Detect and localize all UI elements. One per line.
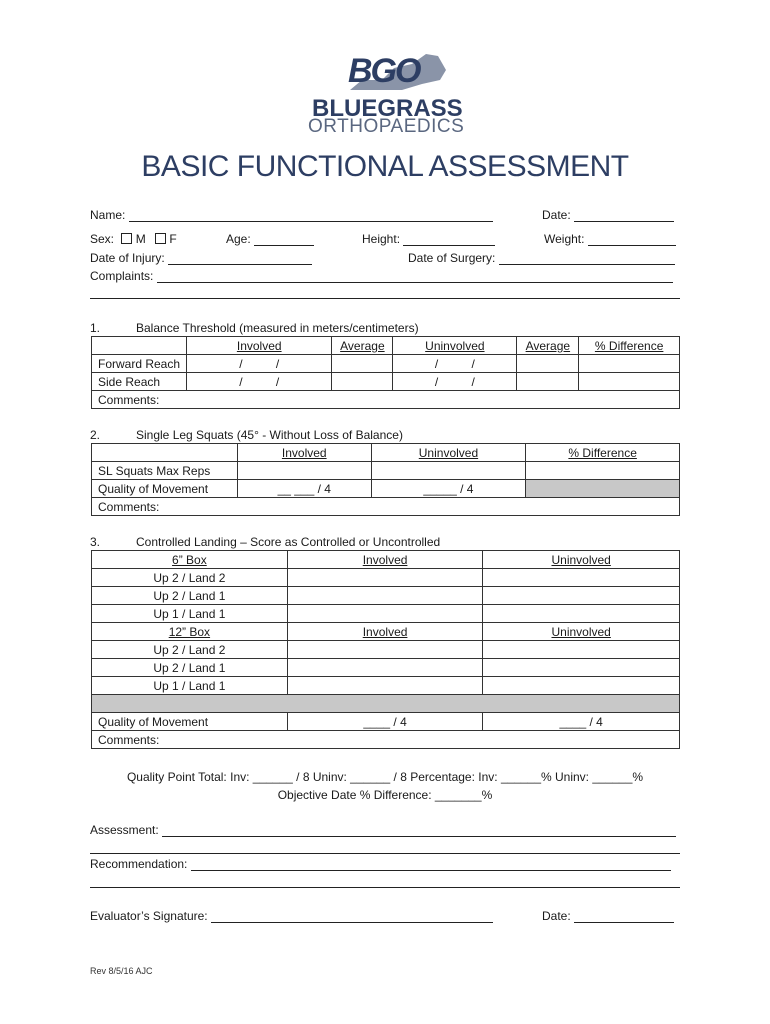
injury-date-line[interactable] <box>168 252 312 265</box>
assessment-label: Assessment: <box>90 823 159 837</box>
table-row <box>92 605 680 623</box>
row-label: Up 2 / Land 2 <box>92 641 288 659</box>
surgery-date-label: Date of Surgery: <box>408 251 496 265</box>
row-label: Up 1 / Land 1 <box>92 677 288 695</box>
row-label: Quality of Movement <box>92 480 238 498</box>
cell-involved[interactable] <box>287 677 483 695</box>
cell-uninvolved[interactable] <box>483 641 680 659</box>
injury-date-label: Date of Injury: <box>90 251 165 265</box>
weight-line[interactable] <box>588 233 676 246</box>
cell-involved[interactable] <box>287 605 483 623</box>
side-reach-avg[interactable] <box>332 373 393 391</box>
cell-involved[interactable] <box>287 659 483 677</box>
forward-reach-diff[interactable] <box>579 355 680 373</box>
cell-involved[interactable] <box>287 641 483 659</box>
box12-header: 12” Box <box>92 623 288 641</box>
col-involved: Involved <box>287 551 483 569</box>
recommendation-field[interactable] <box>90 857 671 871</box>
cell-uninvolved[interactable] <box>483 587 680 605</box>
blank-cell <box>92 444 238 462</box>
side-reach-involved[interactable]: / / <box>187 373 332 391</box>
comments-label[interactable]: Comments: <box>92 391 680 409</box>
section2-heading: Single Leg Squats (45° - Without Loss of Balance) <box>136 428 403 442</box>
section3-heading: Controlled Landing – Score as Controlled or Uncontrolled <box>136 535 441 549</box>
quality-uninvolved[interactable]: _____ / 4 <box>371 480 526 498</box>
table-row <box>92 480 680 498</box>
complaints-line-2[interactable] <box>90 298 680 299</box>
col-percent-difference: % Difference <box>579 337 680 355</box>
shaded-cell <box>526 480 680 498</box>
comments-label[interactable]: Comments: <box>92 731 680 749</box>
col-percent-difference: % Difference <box>526 444 680 462</box>
sex-m-label: M <box>135 232 146 246</box>
logo-mark-text: BGO <box>348 52 420 90</box>
col-involved: Involved <box>237 444 371 462</box>
cell-uninvolved[interactable] <box>483 677 680 695</box>
section1-number: 1. <box>90 321 101 335</box>
comments-label[interactable]: Comments: <box>92 498 680 516</box>
table-header-row <box>92 623 680 641</box>
quality-involved[interactable]: __ ___ / 4 <box>237 480 371 498</box>
logo-line2: ORTHOPAEDICS <box>308 116 465 137</box>
weight-field[interactable] <box>544 232 676 246</box>
revision-note: Rev 8/5/16 AJC <box>90 966 153 976</box>
table-row <box>92 462 680 480</box>
age-label: Age: <box>226 232 251 246</box>
comments-row[interactable] <box>92 498 680 516</box>
table-row <box>92 587 680 605</box>
row-label: Side Reach <box>92 373 187 391</box>
sex-f-label: F <box>169 232 177 246</box>
sex-m-checkbox[interactable] <box>121 233 132 244</box>
quality-uninvolved[interactable]: ____ / 4 <box>483 713 680 731</box>
name-field[interactable] <box>90 208 493 222</box>
col-involved: Involved <box>287 623 483 641</box>
forward-reach-avg-2[interactable] <box>517 355 579 373</box>
recommendation-label: Recommendation: <box>90 857 188 871</box>
row-label: Up 2 / Land 2 <box>92 569 288 587</box>
recommendation-line-2[interactable] <box>90 887 680 888</box>
height-line[interactable] <box>403 233 495 246</box>
forward-reach-involved[interactable]: / / <box>187 355 332 373</box>
row-label: Forward Reach <box>92 355 187 373</box>
blank-cell <box>92 337 187 355</box>
name-label: Name: <box>90 208 126 222</box>
col-uninvolved: Uninvolved <box>483 623 680 641</box>
sex-field <box>90 232 177 246</box>
col-average: Average <box>332 337 393 355</box>
assessment-field[interactable] <box>90 823 676 837</box>
assessment-line-2[interactable] <box>90 853 680 854</box>
table-header-row <box>92 337 680 355</box>
page-title: BASIC FUNCTIONAL ASSESSMENT <box>141 150 629 183</box>
row-label: Up 1 / Land 1 <box>92 605 288 623</box>
name-line[interactable] <box>129 209 493 222</box>
col-uninvolved: Uninvolved <box>371 444 526 462</box>
quality-point-total: Quality Point Total: Inv: ______ / 8 Uninv: ______ / 8 Percentage: Inv: ______% Uninv: ______% <box>126 770 644 784</box>
signature-field[interactable] <box>90 909 493 923</box>
col-involved: Involved <box>187 337 332 355</box>
forward-reach-uninvolved[interactable]: / / <box>393 355 517 373</box>
cell-uninvolved[interactable] <box>483 569 680 587</box>
shaded-row <box>92 695 680 713</box>
signature-label: Evaluator’s Signature: <box>90 909 208 923</box>
signature-date-field[interactable] <box>542 909 674 923</box>
section2-number: 2. <box>90 428 101 442</box>
table-row <box>92 713 680 731</box>
table-row <box>92 373 680 391</box>
side-reach-diff[interactable] <box>579 373 680 391</box>
max-reps-uninvolved[interactable] <box>371 462 526 480</box>
table-row <box>92 677 680 695</box>
table-row <box>92 355 680 373</box>
table-header-row <box>92 551 680 569</box>
row-label: Up 2 / Land 1 <box>92 587 288 605</box>
height-field[interactable] <box>362 232 495 246</box>
row-label: Up 2 / Land 1 <box>92 659 288 677</box>
age-line[interactable] <box>254 233 314 246</box>
recommendation-line[interactable] <box>191 858 671 871</box>
table-row <box>92 569 680 587</box>
row-label: SL Squats Max Reps <box>92 462 238 480</box>
logo-line1: BLUEGRASS <box>312 95 463 122</box>
assessment-line[interactable] <box>162 824 676 837</box>
section1-heading: Balance Threshold (measured in meters/centimeters) <box>136 321 419 335</box>
section3-number: 3. <box>90 535 101 549</box>
col-uninvolved: Uninvolved <box>393 337 517 355</box>
side-reach-uninvolved[interactable]: / / <box>393 373 517 391</box>
balance-threshold-table <box>91 336 680 409</box>
age-field[interactable] <box>226 232 314 246</box>
complaints-line[interactable] <box>157 270 673 283</box>
bluegrass-orthopaedics-logo <box>300 44 470 139</box>
comments-row[interactable] <box>92 731 680 749</box>
comments-row[interactable] <box>92 391 680 409</box>
sex-f-checkbox[interactable] <box>155 233 166 244</box>
table-row <box>92 641 680 659</box>
max-reps-involved[interactable] <box>237 462 371 480</box>
col-average-2: Average <box>517 337 579 355</box>
max-reps-diff[interactable] <box>526 462 680 480</box>
signature-line[interactable] <box>211 910 493 923</box>
date-field[interactable] <box>542 208 674 222</box>
signature-date-label: Date: <box>542 909 571 923</box>
complaints-field[interactable] <box>90 269 673 283</box>
controlled-landing-table <box>91 550 680 749</box>
cell-uninvolved[interactable] <box>483 659 680 677</box>
single-leg-squats-table <box>91 443 680 516</box>
box6-header: 6” Box <box>92 551 288 569</box>
surgery-date-field[interactable] <box>408 251 675 265</box>
shaded-cell <box>92 695 680 713</box>
cell-uninvolved[interactable] <box>483 605 680 623</box>
injury-date-field[interactable] <box>90 251 312 265</box>
height-label: Height: <box>362 232 401 246</box>
side-reach-avg-2[interactable] <box>517 373 579 391</box>
signature-date-line[interactable] <box>574 910 674 923</box>
date-line[interactable] <box>574 209 674 222</box>
weight-label: Weight: <box>544 232 585 246</box>
table-row <box>92 659 680 677</box>
forward-reach-avg[interactable] <box>332 355 393 373</box>
surgery-date-line[interactable] <box>499 252 675 265</box>
date-label: Date: <box>542 208 571 222</box>
cell-involved[interactable] <box>287 569 483 587</box>
complaints-label: Complaints: <box>90 269 154 283</box>
quality-involved[interactable]: ____ / 4 <box>287 713 483 731</box>
row-label: Quality of Movement <box>92 713 288 731</box>
col-uninvolved: Uninvolved <box>483 551 680 569</box>
sex-label: Sex: <box>90 232 115 246</box>
table-header-row <box>92 444 680 462</box>
cell-involved[interactable] <box>287 587 483 605</box>
objective-date-difference: Objective Date % Difference: _______% <box>277 788 493 802</box>
